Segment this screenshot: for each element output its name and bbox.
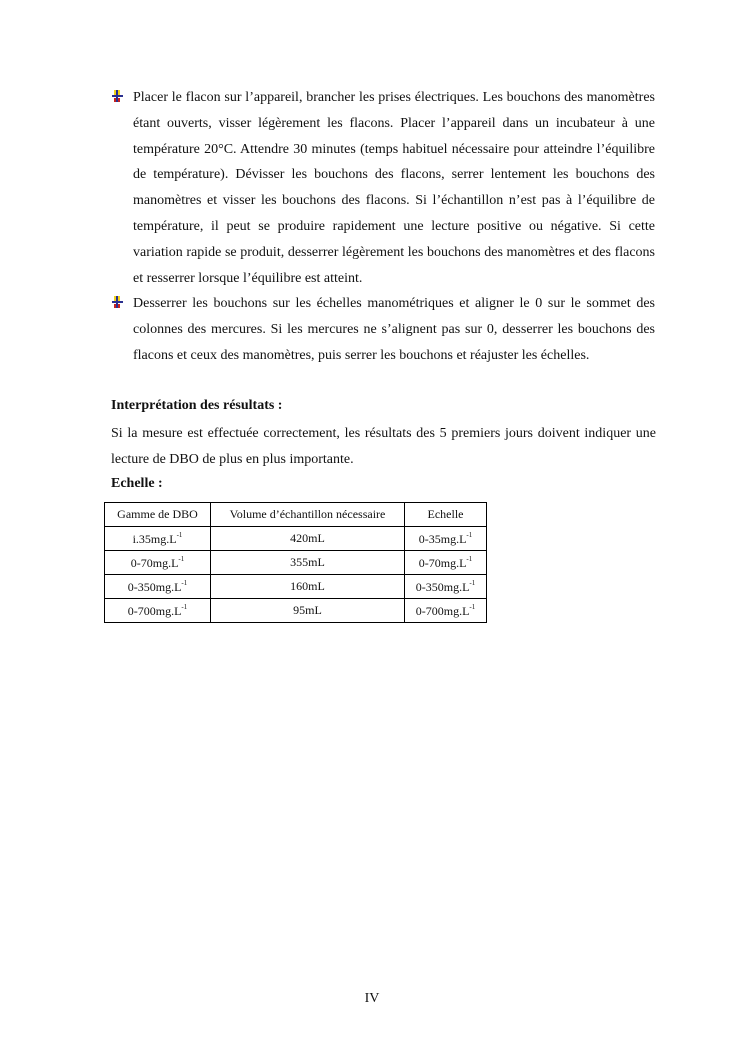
interpretation-text: Si la mesure est effectuée correctement, les résultats des 5 premiers jours doivent indiquer une lecture de DBO de plus en plus importante. <box>111 426 656 467</box>
table-row <box>105 599 487 623</box>
bullet-text-1: Placer le flacon sur l’appareil, brancher les prises électriques. Les bouchons des manomètres étant ouverts, visser légèrement les flacons. Placer l’appareil dans un incubateur à une température 20°C. Attendre 30 minutes (temps habituel nécessaire pour atteindre l’équilibre de température). Dévisser les bouchons des flacons, serrer lentement les bouchons des manomètres et visser les bouchons des flacons. Si l’échantillon n’est pas à l’équilibre de température, il peut se produire rapidement une lecture positive ou négative. Si cette variation rapide se produit, desserrer légèrement les bouchons des manomètres et des flacons et resserrer lorsque l’équilibre est atteint. <box>133 90 655 286</box>
cell-gamme: $i.35mg.L^{-1}$ <box>105 527 211 551</box>
cell-gamme: $0-350mg.L^{-1}$ <box>105 575 211 599</box>
header-echelle: Echelle <box>405 503 487 527</box>
cell-echelle: $0-70mg.L^{-1}$ <box>405 551 487 575</box>
table-header-row <box>105 503 487 527</box>
page-number: IV <box>364 991 380 1006</box>
bullet-paragraph-1 <box>112 85 655 291</box>
cell-gamme: $0-70mg.L^{-1}$ <box>105 551 211 575</box>
dbo-scale-table <box>104 502 487 623</box>
cell-echelle: $0-35mg.L^{-1}$ <box>405 527 487 551</box>
cell-echelle: $0-350mg.L^{-1}$ <box>405 575 487 599</box>
cell-volume: 420mL <box>211 527 405 551</box>
header-gamme: Gamme de DBO <box>105 503 211 527</box>
cell-volume: 160mL <box>211 575 405 599</box>
cell-volume: 95mL <box>211 599 405 623</box>
bullet-plus-icon <box>112 90 123 102</box>
interpretation-heading: Interprétation des résultats : <box>111 398 283 413</box>
cell-echelle: $0-700mg.L^{-1}$ <box>405 599 487 623</box>
table-row <box>105 527 487 551</box>
bullet-text-2: Desserrer les bouchons sur les échelles manométriques et aligner le 0 sur le sommet des colonnes des mercures. Si les mercures ne s’alignent pas sur 0, desserrer les bouchons des flacons et ceux des manomètres, puis serrer les bouchons et réajuster les échelles. <box>133 296 655 363</box>
cell-gamme: $0-700mg.L^{-1}$ <box>105 599 211 623</box>
bullet-plus-icon <box>112 296 123 308</box>
cell-volume: 355mL <box>211 551 405 575</box>
bullet-paragraph-2 <box>112 291 655 368</box>
header-volume: Volume d’échantillon nécessaire <box>211 503 405 527</box>
table-row <box>105 551 487 575</box>
echelle-heading: Echelle : <box>111 476 163 491</box>
table-row <box>105 575 487 599</box>
